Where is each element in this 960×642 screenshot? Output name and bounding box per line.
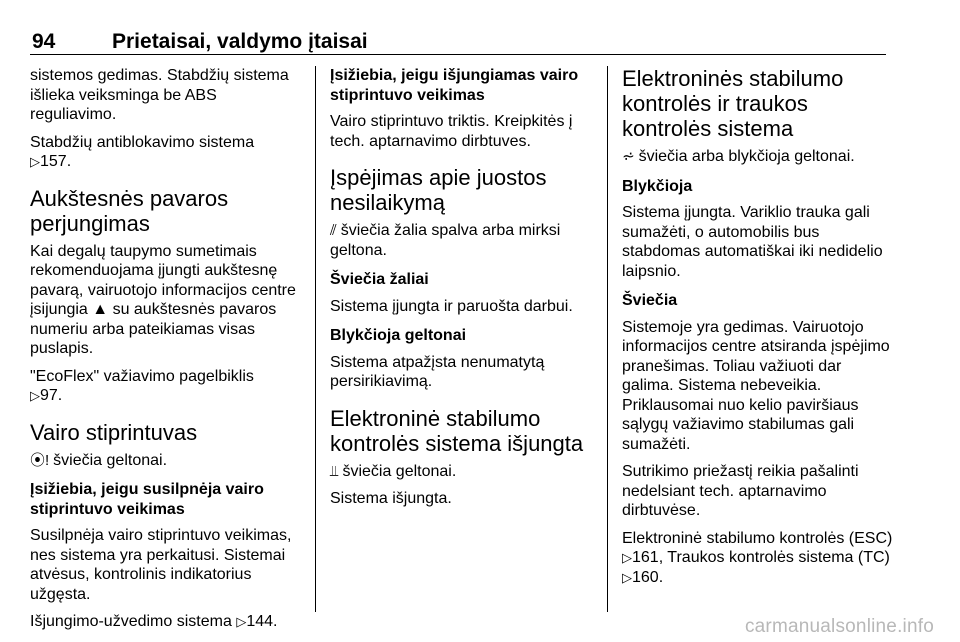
section-heading-upshift: Aukštesnės pavaros perjungimas [30,185,229,236]
indicator-line: ⦿! šviečia geltonai. [30,451,168,469]
indicator-line: ⫽ šviečia žalia spalva arba mirksi geltona. [330,222,561,259]
section-heading-lane-departure: Įspėjimas apie juostos nesilaikymą [330,165,547,215]
paragraph: Sistema atpažįsta nenumatytą persirikiavimą. [330,353,545,390]
subheading: Įsižiebia, jeigu išjungiamas vairo stiprintuvo veikimas [330,67,579,104]
page-reference-link[interactable]: ▷ 97. [30,387,62,404]
indicator-line: ⫫ šviečia geltonai. [330,462,457,480]
up-arrow-icon: ▲ [92,301,109,318]
page-header [30,30,886,55]
column-left [30,66,302,640]
paragraph: Sistema įjungta. Variklio trauka gali sumažėti, o automobilis bus stabdomas automatiškai iki nedidelio laipsnio. [622,204,883,280]
column-divider [607,66,608,612]
paragraph: Susilpnėja vairo stiprintuvo veikimas, nes sistema yra perkaitusi. Sistemai atvėsus, kontrolinis indikatorius užgęsta. [30,527,292,603]
subheading: Šviečia [622,292,678,309]
watermark: carmanualsonline.info [744,616,934,637]
subheading: Šviečia žaliai [330,271,429,288]
section-heading-esc-tc: Elektroninės stabilumo kontrolės ir traukos kontrolės sistema [622,66,844,141]
column-divider [315,66,316,612]
page-reference-link[interactable]: ▷ 157. [30,153,71,170]
column-middle [330,66,598,517]
paragraph: sistemos gedimas. Stabdžių sistema išlieka veiksminga be ABS reguliavimo. [30,67,289,123]
paragraph: Sistema išjungta. [330,490,452,507]
paragraph: Sistemoje yra gedimas. Vairuotojo informacijos centre atsiranda įspėjimo pranešimas. Toliau važiuoti dar galima. Sistema nebeveikia. Priklausomai nuo kelio paviršiaus sąlygų važiavimo stabilumas gali sumažėti. [622,318,890,453]
lane-departure-icon: ⫽ [330,222,337,239]
page-reference-link[interactable]: ▷ 144. [236,613,277,630]
paragraph-with-reference: Stabdžių antiblokavimo sistema ▷ 157. [30,133,302,172]
esc-skid-icon: ⩫ [622,148,635,165]
column-right [622,66,894,595]
section-heading-esc-off: Elektroninė stabilumo kontrolės sistema išjungta [330,405,584,456]
subheading: Blykčioja [622,177,693,195]
paragraph-with-reference: Elektroninė stabilumo kontrolės (ESC) ▷ 161, Traukos kontrolės sistema (TC) ▷ 160. [622,529,894,588]
page-number: 94 [32,30,56,53]
indicator-line: ⩫ šviečia arba blykčioja geltonai. [622,148,855,165]
paragraph: Vairo stiprintuvo triktis. Kreipkitės į tech. aptarnavimo dirbtuves. [330,113,573,150]
subheading: Blykčioja geltonai [330,327,467,344]
section-heading-power-steering: Vairo stiprintuvas [30,419,198,445]
paragraph-with-reference: "EcoFlex" važiavimo pagelbiklis ▷ 97. [30,367,302,406]
esc-off-icon: ⫫ [330,462,339,480]
power-steering-warning-icon: ⦿! [30,451,50,469]
page-reference-link[interactable]: ▷ 160. [622,569,663,586]
subheading: Įsižiebia, jeigu susilpnėja vairo stiprintuvo veikimas [30,481,264,518]
page-title: Prietaisai, valdymo įtaisai [112,30,368,53]
paragraph: Sutrikimo priežastį reikia pašalinti nedelsiant tech. aptarnavimo dirbtuvėse. [622,463,859,519]
page-reference-link[interactable]: ▷ 161, Traukos kontrolės sistema (TC) [622,549,890,566]
paragraph-with-reference: Išjungimo-užvedimo sistema ▷ 144. [30,612,302,632]
paragraph: Kai degalų taupymo sumetimais rekomenduojama įjungti aukštesnę pavarą, vairuotojo informacijos centre įsijungia ▲ su aukštesnės pavaros numeriu arba pateikiamas visas puslapis. [30,242,296,357]
paragraph: Sistema įjungta ir paruošta darbui. [330,297,573,315]
